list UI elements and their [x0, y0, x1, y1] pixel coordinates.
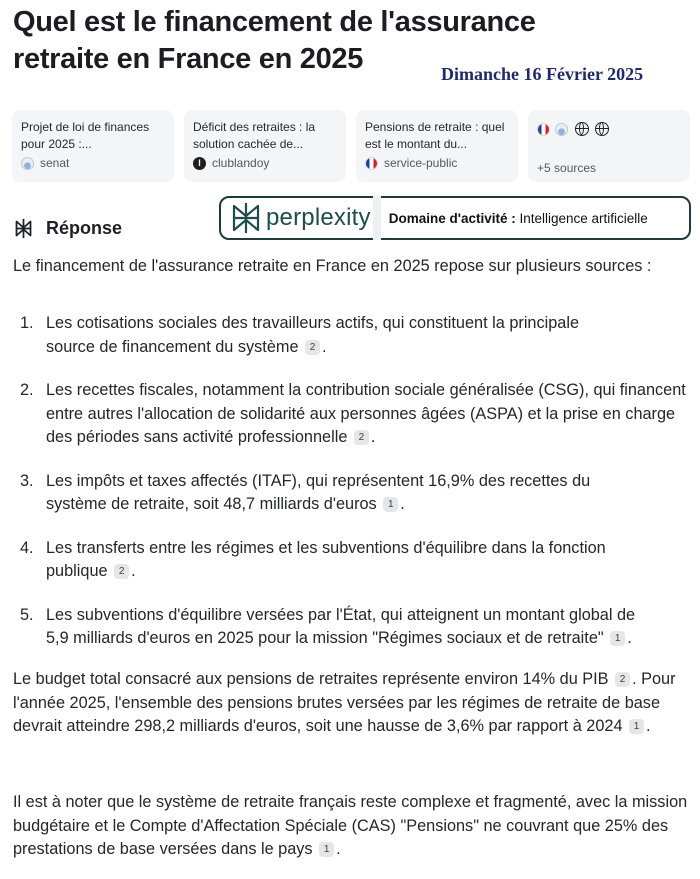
item-end: . — [322, 337, 327, 356]
budget-text-a: Le budget total consacré aux pensions de retraites représente environ 14% du PIB — [13, 670, 609, 688]
citation-badge[interactable]: 1 — [610, 631, 625, 646]
activity-domain — [389, 211, 648, 226]
item-end: . — [400, 495, 405, 513]
perplexity-wordmark: perplexity — [266, 204, 371, 231]
source-site: clublandoy — [212, 156, 270, 170]
answer-header — [13, 218, 122, 239]
citation-badge[interactable]: 2 — [615, 672, 630, 687]
service-public-favicon-icon — [365, 157, 378, 170]
citation-badge[interactable]: 2 — [305, 340, 320, 355]
citation-badge[interactable]: 1 — [383, 497, 398, 512]
globe-icon — [575, 122, 589, 136]
source-card-senat[interactable] — [12, 110, 174, 182]
answer-label: Réponse — [46, 218, 123, 238]
note-text-end: . — [336, 840, 341, 858]
budget-text-end: . — [646, 717, 651, 735]
globe-icon — [595, 122, 609, 136]
activity-domain-value: Intelligence artificielle — [519, 210, 648, 226]
list-item — [13, 604, 689, 651]
date-label: Dimanche 16 Février 2025 — [441, 64, 644, 84]
item-end: . — [131, 562, 136, 580]
clublandoy-favicon-icon: l — [193, 157, 206, 170]
senat-favicon-icon — [555, 123, 568, 136]
item-number: 4. — [20, 538, 34, 557]
source-card-clublandoy[interactable] — [184, 110, 346, 182]
list-item — [13, 379, 689, 450]
perplexity-banner — [219, 196, 691, 240]
item-text: Les cotisations sociales des travailleurs actifs, qui constituent la principale source de financement du système — [46, 314, 580, 356]
item-text: Les impôts et taxes affectés (ITAF), qui représentent 16,9% des recettes du système de retraite, soit 48,7 milliards d'euros — [46, 471, 591, 513]
perplexity-logo-icon — [231, 202, 261, 234]
item-number: 3. — [20, 471, 34, 490]
citation-badge[interactable]: 2 — [114, 564, 129, 579]
sources-row — [12, 110, 688, 182]
budget-paragraph — [13, 668, 689, 739]
item-end: . — [370, 428, 376, 446]
list-item — [13, 312, 689, 359]
page-title: Quel est le financement de l'assurance retraite en France en 2025 — [13, 6, 536, 75]
list-item — [13, 537, 689, 584]
note-paragraph — [13, 791, 689, 862]
financing-sources-list — [13, 312, 689, 651]
citation-badge[interactable]: 1 — [629, 719, 644, 734]
item-text: Les recettes fiscales, notamment la contribution sociale généralisée (CSG), qui financent entre autres l'allocation de solidarité aux personnes âgées (ASPA) et la prise en charge des périodes sans activité professionnelle — [46, 381, 686, 446]
perplexity-answer-icon — [13, 218, 34, 239]
senat-favicon-icon — [21, 157, 34, 170]
list-item — [13, 470, 689, 517]
item-number: 1. — [20, 314, 34, 332]
answer-intro: Le financement de l'assurance retraite en France en 2025 repose sur plusieurs sources : — [13, 257, 652, 275]
source-title: Projet de loi de finances pour 2025 :... — [21, 120, 150, 151]
item-number: 2. — [20, 381, 34, 399]
source-title: Déficit des retraites : la solution cachée de... — [193, 120, 316, 151]
source-card-service-public[interactable] — [356, 110, 518, 182]
activity-domain-label: Domaine d'activité : — [388, 210, 516, 226]
source-title: Pensions de retraite : quel est le montant du... — [365, 120, 505, 151]
item-text: Les subventions d'équilibre versées par l'État, qui atteignent un montant global de 5,9 milliards d'euros en 2025 pour la mission "Régimes sociaux et de retraite" — [46, 605, 636, 647]
source-site: senat — [40, 156, 70, 170]
service-public-favicon-icon — [537, 123, 550, 136]
more-sources-label: +5 sources — [537, 161, 597, 175]
more-sources-card[interactable] — [528, 110, 690, 182]
citation-badge[interactable]: 1 — [319, 842, 334, 857]
citation-badge[interactable]: 2 — [354, 430, 369, 445]
note-text: Il est à noter que le système de retraite français reste complexe et fragmenté, avec la mission budgétaire et le Compte d'Affectation Spéciale (CAS) "Pensions" ne couvrant que 25% des prestations de base versées dans le pays — [13, 793, 688, 858]
item-text: Les transferts entre les régimes et les subventions d'équilibre dans la fonction publique — [46, 538, 606, 580]
banner-divider — [373, 196, 381, 240]
item-number: 5. — [20, 605, 34, 624]
item-end: . — [627, 629, 632, 647]
source-site: service-public — [384, 156, 458, 170]
budget-text-b: . Pour l'année 2025, l'ensemble des pensions brutes versées par les régimes de retraite de base devrait atteindre 298,2 milliards d'euros, soit une hausse de 3,6% par rapport à 2024 — [13, 670, 676, 735]
